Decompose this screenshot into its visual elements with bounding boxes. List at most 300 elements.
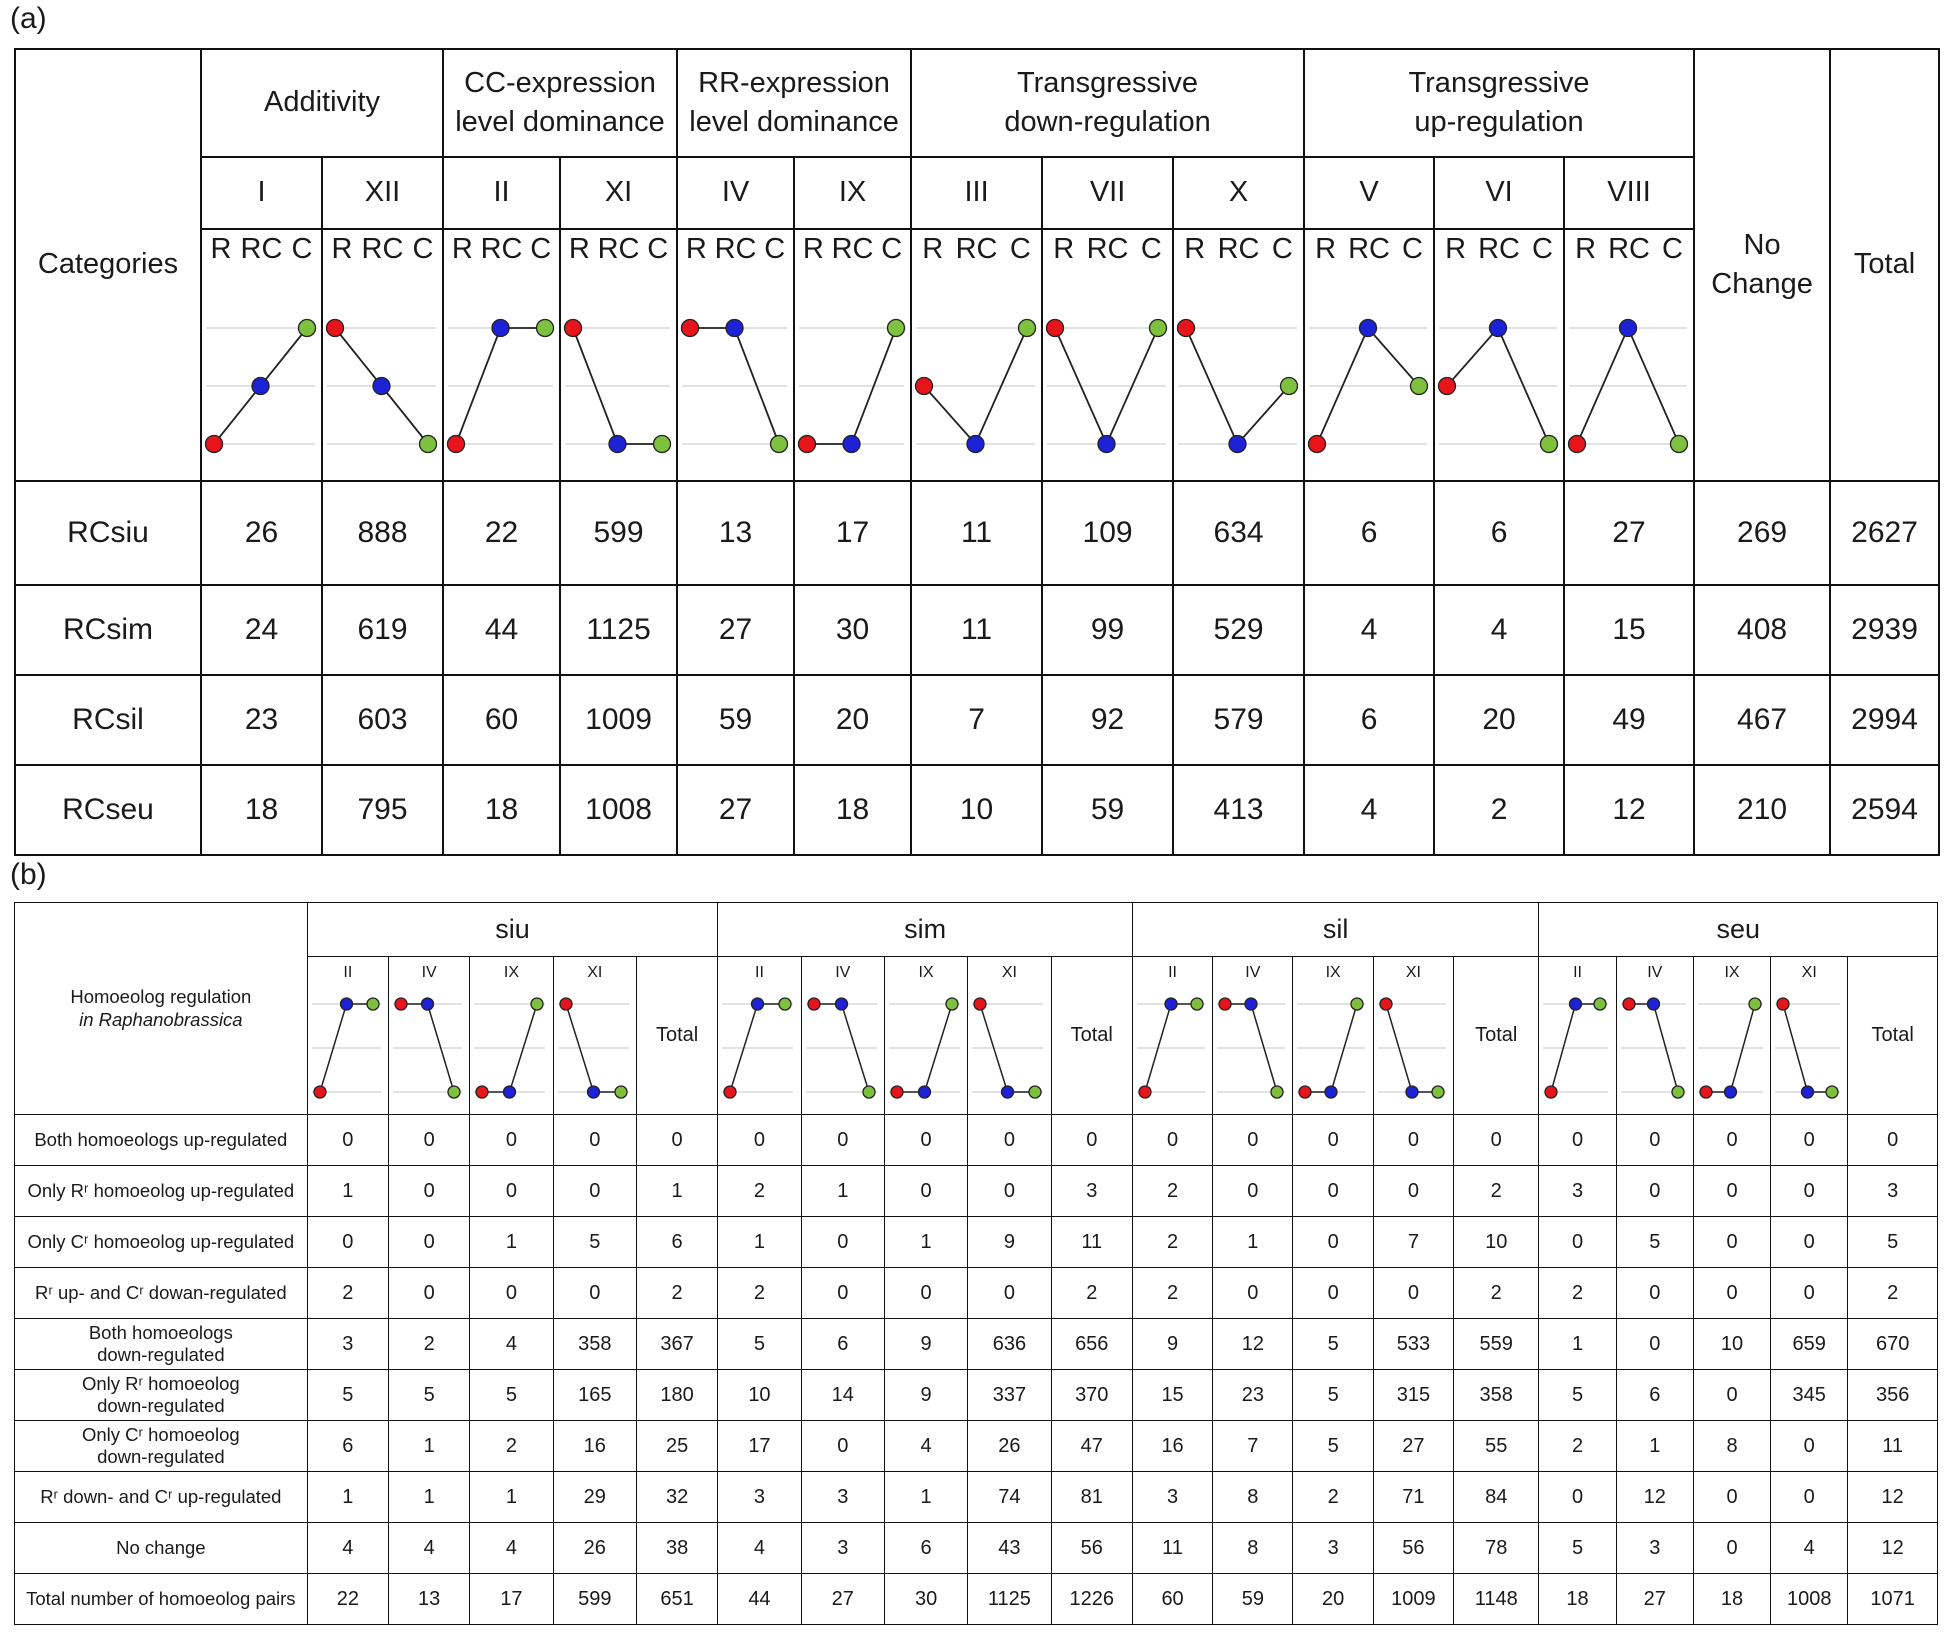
value-cell: 99 — [1042, 585, 1173, 675]
value-cell: 59 — [1042, 765, 1173, 855]
value-cell: 0 — [801, 1217, 884, 1268]
rc-hybrid-dot — [1620, 319, 1637, 336]
value-cell: 0 — [1132, 1115, 1212, 1166]
value-cell: 269 — [1694, 481, 1830, 585]
value-cell: 0 — [1213, 1268, 1293, 1319]
value-cell: 1 — [1616, 1421, 1693, 1472]
value-cell: 4 — [884, 1421, 967, 1472]
row-label-line: Only Cʳ homoeolog — [82, 1423, 240, 1445]
value-cell: 6 — [307, 1421, 388, 1472]
axis-label-rc: RC — [1348, 232, 1390, 265]
regulation-row — [15, 1421, 1938, 1472]
value-cell: 49 — [1564, 675, 1694, 765]
value-cell: 0 — [553, 1115, 636, 1166]
value-cell: 20 — [1434, 675, 1564, 765]
value-cell: 413 — [1173, 765, 1304, 855]
value-cell: 4 — [1434, 585, 1564, 675]
value-cell: 1008 — [1771, 1574, 1848, 1625]
axis-label-r: R — [1184, 232, 1206, 265]
value-cell: 1125 — [968, 1574, 1051, 1625]
total-header: Total — [1454, 957, 1539, 1115]
expression-pattern-plot — [912, 266, 1039, 478]
r-parent-dot — [808, 998, 820, 1010]
axis-label-rc: RC — [1086, 232, 1129, 265]
value-cell: 0 — [470, 1268, 553, 1319]
row-label: RCsil — [15, 675, 201, 765]
value-cell: 4 — [718, 1523, 801, 1574]
value-cell: 5 — [1539, 1370, 1616, 1421]
value-cell: 17 — [470, 1574, 553, 1625]
value-cell: 3 — [307, 1319, 388, 1370]
value-cell: 9 — [884, 1370, 967, 1421]
value-cell: 5 — [1539, 1523, 1616, 1574]
regulation-row — [15, 1268, 1938, 1319]
expression-pattern-plot — [389, 986, 466, 1114]
c-parent-dot — [1671, 435, 1688, 452]
value-cell: 27 — [677, 765, 794, 855]
value-cell: 5 — [553, 1217, 636, 1268]
value-cell: 0 — [1213, 1166, 1293, 1217]
value-cell: 2 — [718, 1268, 801, 1319]
c-parent-dot — [1191, 998, 1203, 1010]
group-header-transgressive-up: Transgressive up-regulation — [1304, 49, 1694, 157]
pattern-plot-cell — [201, 229, 322, 481]
pattern-roman-label: XI — [1405, 963, 1421, 981]
axis-labels — [1305, 233, 1433, 266]
value-cell: 0 — [1616, 1319, 1693, 1370]
row-label — [15, 1574, 308, 1625]
value-cell: 1 — [388, 1421, 469, 1472]
value-cell: 6 — [884, 1523, 967, 1574]
value-cell: 2 — [1293, 1472, 1373, 1523]
value-cell: 0 — [1616, 1115, 1693, 1166]
category-row — [15, 675, 1939, 765]
pattern-roman-label: IX — [503, 963, 519, 981]
axis-labels — [444, 233, 559, 266]
axis-label-r: R — [802, 232, 824, 265]
r-parent-dot — [724, 1086, 736, 1098]
value-cell: 0 — [968, 1268, 1051, 1319]
axis-label-r: R — [1575, 232, 1597, 265]
expression-pattern-plot — [1133, 986, 1209, 1114]
pattern-roman-label: IX — [794, 157, 911, 229]
value-cell: 579 — [1173, 675, 1304, 765]
pattern-roman-label: X — [1173, 157, 1304, 229]
value-cell: 0 — [1373, 1268, 1453, 1319]
value-cell: 1 — [470, 1472, 553, 1523]
expression-pattern-plot — [1435, 266, 1561, 478]
expression-pattern-plot — [1293, 986, 1369, 1114]
axis-label-r: R — [210, 232, 232, 265]
rc-hybrid-dot — [835, 998, 847, 1010]
axis-label-r: R — [1445, 232, 1467, 265]
value-cell: 2 — [1051, 1268, 1132, 1319]
r-parent-dot — [891, 1086, 903, 1098]
row-label-line: down-regulated — [97, 1344, 225, 1365]
value-cell: 6 — [1304, 675, 1434, 765]
value-cell: 26 — [553, 1523, 636, 1574]
pattern-plot-cell — [677, 229, 794, 481]
c-parent-dot — [863, 1086, 875, 1098]
value-cell: 4 — [307, 1523, 388, 1574]
axis-label-rc: RC — [1608, 232, 1650, 265]
axis-labels — [1043, 233, 1172, 266]
value-cell: 345 — [1771, 1370, 1848, 1421]
value-cell: 74 — [968, 1472, 1051, 1523]
value-cell: 0 — [1051, 1115, 1132, 1166]
c-parent-dot — [367, 998, 379, 1010]
value-cell: 44 — [443, 585, 560, 675]
value-cell: 81 — [1051, 1472, 1132, 1523]
value-cell: 1 — [884, 1472, 967, 1523]
expression-pattern-plot — [718, 986, 797, 1114]
value-cell: 5 — [1293, 1319, 1373, 1370]
value-cell: 1008 — [560, 765, 677, 855]
homoeolog-regulation-header: Homoeolog regulation in Raphanobrassica — [15, 903, 308, 1115]
value-cell: 4 — [1304, 585, 1434, 675]
categories-header: Categories — [15, 49, 201, 481]
value-cell: 367 — [636, 1319, 717, 1370]
value-cell: 24 — [201, 585, 322, 675]
value-cell: 15 — [1564, 585, 1694, 675]
regulation-row — [15, 1523, 1938, 1574]
expression-pattern-plot — [795, 266, 908, 478]
axis-label-c: C — [530, 232, 552, 265]
pattern-plot-cell — [794, 229, 911, 481]
value-cell: 8 — [1213, 1472, 1293, 1523]
expression-pattern-plot — [1617, 986, 1690, 1114]
value-cell: 0 — [1616, 1268, 1693, 1319]
axis-label-c: C — [291, 232, 313, 265]
rc-hybrid-dot — [492, 319, 509, 336]
value-cell: 1 — [718, 1217, 801, 1268]
value-cell: 0 — [307, 1115, 388, 1166]
value-cell: 38 — [636, 1523, 717, 1574]
value-cell: 56 — [1373, 1523, 1453, 1574]
value-cell: 12 — [1213, 1319, 1293, 1370]
value-cell: 3 — [1293, 1523, 1373, 1574]
value-cell: 12 — [1564, 765, 1694, 855]
value-cell: 6 — [1434, 481, 1564, 585]
value-cell: 0 — [801, 1268, 884, 1319]
pattern-roman-label: IV — [677, 157, 794, 229]
value-cell: 0 — [1693, 1268, 1770, 1319]
value-cell: 47 — [1051, 1421, 1132, 1472]
row-label-line: No change — [116, 1536, 206, 1558]
axis-label-rc: RC — [1478, 232, 1520, 265]
value-cell: 0 — [968, 1115, 1051, 1166]
value-cell: 0 — [884, 1268, 967, 1319]
pattern-roman-label: IX — [918, 963, 934, 981]
value-cell: 2 — [1848, 1268, 1938, 1319]
pattern-roman-label: IV — [1245, 963, 1261, 981]
value-cell: 888 — [322, 481, 443, 585]
value-cell: 599 — [553, 1574, 636, 1625]
value-cell: 5 — [1848, 1217, 1938, 1268]
pattern-plot-cell — [884, 957, 967, 1115]
rc-hybrid-dot — [1325, 1086, 1337, 1098]
pattern-plot-cell — [1293, 957, 1373, 1115]
value-cell: 634 — [1173, 481, 1304, 585]
value-cell: 8 — [1213, 1523, 1293, 1574]
pattern-roman-label: II — [1168, 963, 1177, 981]
row-label-line: Both homoeologs up-regulated — [34, 1128, 288, 1150]
category-row — [15, 481, 1939, 585]
value-cell: 0 — [1771, 1268, 1848, 1319]
total-header: Total — [1051, 957, 1132, 1115]
value-cell: 356 — [1848, 1370, 1938, 1421]
c-parent-dot — [1351, 998, 1363, 1010]
axis-labels — [323, 233, 442, 266]
pattern-plot-cell — [911, 229, 1042, 481]
row-label — [15, 1370, 308, 1421]
pattern-roman-label: VI — [1434, 157, 1564, 229]
value-cell: 7 — [1213, 1421, 1293, 1472]
value-cell: 0 — [1616, 1166, 1693, 1217]
value-cell: 0 — [1539, 1472, 1616, 1523]
row-label-line: Rʳ down- and Cʳ up-regulated — [40, 1485, 282, 1507]
value-cell: 0 — [1693, 1472, 1770, 1523]
value-cell: 60 — [443, 675, 560, 765]
r-parent-dot — [682, 319, 699, 336]
value-cell: 0 — [718, 1115, 801, 1166]
pattern-roman-label: IX — [1724, 963, 1740, 981]
value-cell: 11 — [911, 481, 1042, 585]
value-cell: 59 — [1213, 1574, 1293, 1625]
value-cell: 1 — [307, 1166, 388, 1217]
value-cell: 22 — [307, 1574, 388, 1625]
value-cell: 16 — [1132, 1421, 1212, 1472]
r-parent-dot — [1047, 319, 1064, 336]
row-label — [15, 1166, 308, 1217]
value-cell: 25 — [636, 1421, 717, 1472]
value-cell: 0 — [1771, 1421, 1848, 1472]
c-parent-dot — [1749, 998, 1761, 1010]
value-cell: 670 — [1848, 1319, 1938, 1370]
expression-pattern-plot — [1374, 986, 1450, 1114]
value-cell: 1 — [884, 1217, 967, 1268]
value-cell: 27 — [801, 1574, 884, 1625]
value-cell: 1 — [307, 1472, 388, 1523]
c-parent-dot — [1672, 1086, 1684, 1098]
value-cell: 1009 — [560, 675, 677, 765]
pattern-plot-cell — [1434, 229, 1564, 481]
value-cell: 5 — [718, 1319, 801, 1370]
value-cell: 2 — [718, 1166, 801, 1217]
value-cell: 4 — [470, 1523, 553, 1574]
value-cell: 44 — [718, 1574, 801, 1625]
value-cell: 14 — [801, 1370, 884, 1421]
pattern-roman-label: IX — [1325, 963, 1341, 981]
axis-labels — [1174, 233, 1303, 266]
value-cell: 18 — [1693, 1574, 1770, 1625]
row-label-line: Only Rʳ homoeolog up-regulated — [27, 1179, 295, 1201]
group-header-sil: sil — [1132, 903, 1539, 957]
pattern-roman-label: II — [1573, 963, 1582, 981]
c-parent-dot — [1271, 1086, 1283, 1098]
expression-pattern-plot — [554, 986, 633, 1114]
pattern-plot-cell — [968, 957, 1051, 1115]
value-cell: 0 — [1373, 1166, 1453, 1217]
pattern-plot-cell — [1373, 957, 1453, 1115]
value-cell: 13 — [388, 1574, 469, 1625]
value-cell: 1 — [1539, 1319, 1616, 1370]
r-parent-dot — [1777, 998, 1789, 1010]
c-parent-dot — [1029, 1086, 1041, 1098]
value-cell: 0 — [1373, 1115, 1453, 1166]
value-cell: 2627 — [1830, 481, 1939, 585]
pattern-plot-cell — [443, 229, 560, 481]
value-cell: 5 — [307, 1370, 388, 1421]
rc-hybrid-dot — [340, 998, 352, 1010]
value-cell: 2994 — [1830, 675, 1939, 765]
value-cell: 2 — [388, 1319, 469, 1370]
expression-pattern-plot — [1771, 986, 1844, 1114]
value-cell: 26 — [968, 1421, 1051, 1472]
axis-label-c: C — [1402, 232, 1423, 265]
pattern-roman-label: IV — [835, 963, 851, 981]
c-parent-dot — [1541, 435, 1558, 452]
pattern-roman-label: II — [343, 963, 353, 981]
rc-hybrid-dot — [1245, 998, 1257, 1010]
rc-hybrid-dot — [726, 319, 743, 336]
regulation-row — [15, 1115, 1938, 1166]
value-cell: 0 — [636, 1115, 717, 1166]
value-cell: 1 — [470, 1217, 553, 1268]
expression-pattern-plot — [1539, 986, 1612, 1114]
value-cell: 358 — [1454, 1370, 1539, 1421]
c-parent-dot — [1411, 377, 1428, 394]
value-cell: 358 — [553, 1319, 636, 1370]
pattern-roman-label: V — [1304, 157, 1434, 229]
value-cell: 2 — [1132, 1217, 1212, 1268]
rc-hybrid-dot — [1406, 1086, 1418, 1098]
total-header: Total — [636, 957, 717, 1115]
r-parent-dot — [1623, 998, 1635, 1010]
value-cell: 10 — [718, 1370, 801, 1421]
expression-pattern-plot — [470, 986, 549, 1114]
pattern-roman-label: XII — [322, 157, 443, 229]
pattern-roman-label: VII — [1042, 157, 1173, 229]
row-label — [15, 1472, 308, 1523]
value-cell: 6 — [1616, 1370, 1693, 1421]
value-cell: 165 — [553, 1370, 636, 1421]
row-label-line: Rʳ up- and Cʳ dowan-regulated — [35, 1281, 287, 1303]
r-parent-dot — [565, 319, 582, 336]
value-cell: 0 — [1848, 1115, 1938, 1166]
value-cell: 8 — [1693, 1421, 1770, 1472]
r-parent-dot — [1139, 1086, 1151, 1098]
axis-label-rc: RC — [714, 232, 757, 265]
c-parent-dot — [420, 435, 437, 452]
axis-label-r: R — [922, 232, 944, 265]
c-parent-dot — [1594, 998, 1606, 1010]
value-cell: 1125 — [560, 585, 677, 675]
pattern-roman-label: IV — [421, 963, 437, 981]
value-cell: 7 — [911, 675, 1042, 765]
value-cell: 5 — [470, 1370, 553, 1421]
total-header: Total — [1830, 49, 1939, 481]
value-cell: 10 — [1693, 1319, 1770, 1370]
group-header-siu: siu — [307, 903, 718, 957]
homoeolog-regulation-table — [14, 902, 1938, 1625]
value-cell: 0 — [388, 1166, 469, 1217]
value-cell: 18 — [1539, 1574, 1616, 1625]
value-cell: 370 — [1051, 1370, 1132, 1421]
axis-label-c: C — [764, 232, 786, 265]
pattern-roman-label: I — [201, 157, 322, 229]
value-cell: 18 — [201, 765, 322, 855]
value-cell: 659 — [1771, 1319, 1848, 1370]
r-parent-dot — [1219, 998, 1231, 1010]
value-cell: 13 — [677, 481, 794, 585]
value-cell: 529 — [1173, 585, 1304, 675]
value-cell: 795 — [322, 765, 443, 855]
expression-pattern-plot — [561, 266, 674, 478]
value-cell: 1 — [801, 1166, 884, 1217]
row-label-line: Only Cʳ homoeolog up-regulated — [27, 1230, 295, 1252]
value-cell: 599 — [560, 481, 677, 585]
value-cell: 71 — [1373, 1472, 1453, 1523]
value-cell: 23 — [201, 675, 322, 765]
pattern-plot-cell — [1616, 957, 1693, 1115]
value-cell: 1009 — [1373, 1574, 1453, 1625]
axis-labels — [678, 233, 793, 266]
value-cell: 16 — [553, 1421, 636, 1472]
value-cell: 30 — [794, 585, 911, 675]
regulation-row — [15, 1217, 1938, 1268]
pattern-plot-cell — [718, 957, 801, 1115]
value-cell: 4 — [470, 1319, 553, 1370]
rc-hybrid-dot — [1360, 319, 1377, 336]
value-cell: 7 — [1373, 1217, 1453, 1268]
group-header-rr-dominance: RR-expression level dominance — [677, 49, 911, 157]
value-cell: 6 — [801, 1319, 884, 1370]
value-cell: 10 — [911, 765, 1042, 855]
total-header: Total — [1848, 957, 1938, 1115]
pattern-plot-cell — [1042, 229, 1173, 481]
value-cell: 6 — [1304, 481, 1434, 585]
r-parent-dot — [1380, 998, 1392, 1010]
value-cell: 559 — [1454, 1319, 1539, 1370]
value-cell: 2 — [470, 1421, 553, 1472]
pattern-roman-label: III — [911, 157, 1042, 229]
c-parent-dot — [1150, 319, 1167, 336]
value-cell: 2939 — [1830, 585, 1939, 675]
pattern-roman-label: XI — [587, 963, 603, 981]
value-cell: 84 — [1454, 1472, 1539, 1523]
value-cell: 4 — [1771, 1523, 1848, 1574]
value-cell: 26 — [201, 481, 322, 585]
pattern-plot-cell — [1173, 229, 1304, 481]
expression-pattern-plot — [1213, 986, 1289, 1114]
value-cell: 1226 — [1051, 1574, 1132, 1625]
value-cell: 20 — [794, 675, 911, 765]
rc-hybrid-dot — [587, 1086, 599, 1098]
axis-labels — [202, 233, 321, 266]
value-cell: 0 — [553, 1166, 636, 1217]
value-cell: 27 — [1373, 1421, 1453, 1472]
value-cell: 1 — [388, 1472, 469, 1523]
rc-hybrid-dot — [1724, 1086, 1736, 1098]
c-parent-dot — [1826, 1086, 1838, 1098]
value-cell: 0 — [1293, 1115, 1373, 1166]
r-parent-dot — [448, 435, 465, 452]
expression-pattern-plot — [885, 986, 964, 1114]
rc-hybrid-dot — [1647, 998, 1659, 1010]
row-label: RCsim — [15, 585, 201, 675]
row-label — [15, 1523, 308, 1574]
